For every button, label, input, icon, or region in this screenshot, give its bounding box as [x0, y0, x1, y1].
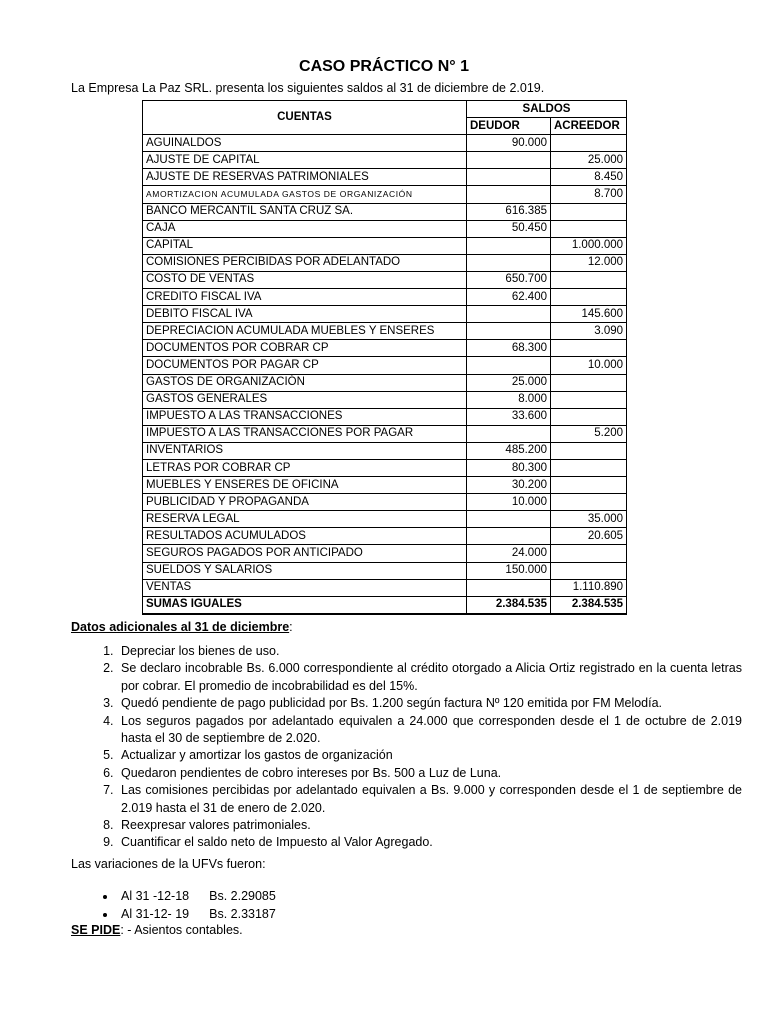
total-row	[143, 596, 627, 614]
list-item: 3. Quedó pendiente de pago publicidad por Bs. 1.200 según factura Nº 120 emitida por FM Melodía.	[117, 695, 742, 712]
acreedor-cell	[551, 374, 627, 391]
ufv-item	[117, 905, 276, 923]
cuenta-cell: IMPUESTO A LAS TRANSACCIONES POR PAGAR	[143, 425, 467, 442]
deudor-cell	[467, 306, 551, 323]
table-row	[143, 135, 627, 152]
cuenta-cell: CREDITO FISCAL IVA	[143, 289, 467, 306]
list-item: 8. Reexpresar valores patrimoniales.	[117, 817, 742, 834]
cuenta-cell: RESERVA LEGAL	[143, 511, 467, 528]
deudor-cell: 90.000	[467, 135, 551, 152]
deudor-cell	[467, 579, 551, 596]
table-row	[143, 425, 627, 442]
cuenta-cell: INVENTARIOS	[143, 442, 467, 459]
cuenta-cell: LETRAS POR COBRAR CP	[143, 459, 467, 476]
list-item: 5. Actualizar y amortizar los gastos de organización	[117, 747, 742, 764]
acreedor-cell: 12.000	[551, 254, 627, 271]
cuenta-cell: AGUINALDOS	[143, 135, 467, 152]
cuenta-cell: IMPUESTO A LAS TRANSACCIONES	[143, 408, 467, 425]
total-label: SUMAS IGUALES	[143, 596, 467, 614]
header-cuentas: CUENTAS	[143, 101, 467, 135]
list-item: 9. Cuantificar el saldo neto de Impuesto al Valor Agregado.	[117, 834, 742, 851]
table-row	[143, 528, 627, 545]
se-pide-text: : - Asientos contables.	[120, 923, 243, 937]
deudor-cell	[467, 186, 551, 203]
table-row	[143, 254, 627, 271]
cuenta-cell: SEGUROS PAGADOS POR ANTICIPADO	[143, 545, 467, 562]
cuenta-cell: CAPITAL	[143, 237, 467, 254]
deudor-cell	[467, 425, 551, 442]
acreedor-cell	[551, 220, 627, 237]
cuenta-cell: DEBITO FISCAL IVA	[143, 306, 467, 323]
cuenta-cell: MUEBLES Y ENSERES DE OFICINA	[143, 477, 467, 494]
deudor-cell: 8.000	[467, 391, 551, 408]
deudor-cell: 150.000	[467, 562, 551, 579]
acreedor-cell: 3.090	[551, 323, 627, 340]
deudor-cell: 68.300	[467, 340, 551, 357]
deudor-cell	[467, 528, 551, 545]
table-row	[143, 203, 627, 220]
acreedor-cell	[551, 562, 627, 579]
deudor-cell: 650.700	[467, 271, 551, 288]
table-row	[143, 169, 627, 186]
table-row	[143, 271, 627, 288]
cuenta-cell: GASTOS DE ORGANIZACIÓN	[143, 374, 467, 391]
cuenta-cell: AJUSTE DE CAPITAL	[143, 152, 467, 169]
deudor-cell: 616.385	[467, 203, 551, 220]
cuenta-cell: DEPRECIACION ACUMULADA MUEBLES Y ENSERES	[143, 323, 467, 340]
cuenta-cell: COMISIONES PERCIBIDAS POR ADELANTADO	[143, 254, 467, 271]
deudor-cell	[467, 169, 551, 186]
table-row	[143, 442, 627, 459]
acreedor-cell: 5.200	[551, 425, 627, 442]
acreedor-cell	[551, 477, 627, 494]
acreedor-cell: 145.600	[551, 306, 627, 323]
list-item: 4. Los seguros pagados por adelantado equivalen a 24.000 que corresponden desde el 1 de octubre de 2.019 hasta el 30 de septiembre de 2.020.	[117, 713, 742, 748]
acreedor-cell	[551, 289, 627, 306]
list-item: 7. Las comisiones percibidas por adelantado equivalen a Bs. 9.000 y corresponden desde el 1 de septiembre de 2.019 hasta el 31 de enero de 2.020.	[117, 782, 742, 817]
datos-adicionales-heading	[71, 620, 293, 634]
deudor-cell	[467, 323, 551, 340]
list-item: 1. Depreciar los bienes de uso.	[117, 643, 742, 660]
deudor-cell: 485.200	[467, 442, 551, 459]
cuenta-cell: CAJA	[143, 220, 467, 237]
deudor-cell: 10.000	[467, 494, 551, 511]
acreedor-cell: 20.605	[551, 528, 627, 545]
table-row	[143, 408, 627, 425]
acreedor-cell	[551, 340, 627, 357]
table-row	[143, 494, 627, 511]
deudor-cell	[467, 152, 551, 169]
se-pide	[71, 923, 243, 937]
variaciones-text: Las variaciones de la UFVs fueron:	[71, 857, 266, 871]
acreedor-cell: 10.000	[551, 357, 627, 374]
deudor-cell	[467, 357, 551, 374]
acreedor-cell	[551, 545, 627, 562]
cuenta-cell: VENTAS	[143, 579, 467, 596]
acreedor-cell: 1.110.890	[551, 579, 627, 596]
list-item: 6. Quedaron pendientes de cobro intereses por Bs. 500 a Luz de Luna.	[117, 765, 742, 782]
cuenta-cell: GASTOS GENERALES	[143, 391, 467, 408]
acreedor-cell: 25.000	[551, 152, 627, 169]
table-row	[143, 511, 627, 528]
cuenta-cell: BANCO MERCANTIL SANTA CRUZ SA.	[143, 203, 467, 220]
total-deudor: 2.384.535	[467, 596, 551, 614]
deudor-cell: 62.400	[467, 289, 551, 306]
table-row	[143, 186, 627, 203]
deudor-cell: 24.000	[467, 545, 551, 562]
deudor-cell: 50.450	[467, 220, 551, 237]
ufv-fecha: Al 31 -12-18	[121, 889, 190, 903]
deudor-cell: 30.200	[467, 477, 551, 494]
acreedor-cell	[551, 459, 627, 476]
cuenta-cell: RESULTADOS ACUMULADOS	[143, 528, 467, 545]
total-acreedor: 2.384.535	[551, 596, 627, 614]
ufv-fecha: Al 31-12- 19	[121, 907, 190, 921]
cuenta-cell: AMORTIZACION ACUMULADA GASTOS DE ORGANIZACIÓN	[143, 186, 467, 203]
table-row	[143, 289, 627, 306]
table-row	[143, 477, 627, 494]
cuenta-cell: DOCUMENTOS POR PAGAR CP	[143, 357, 467, 374]
deudor-cell	[467, 254, 551, 271]
acreedor-cell	[551, 203, 627, 220]
deudor-cell: 25.000	[467, 374, 551, 391]
acreedor-cell	[551, 271, 627, 288]
acreedor-cell: 35.000	[551, 511, 627, 528]
table-row	[143, 340, 627, 357]
table-row	[143, 237, 627, 254]
list-item: 2. Se declaro incobrable Bs. 6.000 correspondiente al crédito otorgado a Alicia Ortiz registrado en la cuenta letras por cobrar. El promedio de incobrabilidad es del 15%.	[117, 660, 742, 695]
table-row	[143, 374, 627, 391]
table-row	[143, 459, 627, 476]
cuenta-cell: PUBLICIDAD Y PROPAGANDA	[143, 494, 467, 511]
table-body	[143, 135, 627, 614]
table-row	[143, 357, 627, 374]
datos-list	[71, 643, 742, 852]
acreedor-cell: 1.000.000	[551, 237, 627, 254]
cuenta-cell: AJUSTE DE RESERVAS PATRIMONIALES	[143, 169, 467, 186]
ufv-item	[117, 887, 276, 905]
cuenta-cell: DOCUMENTOS POR COBRAR CP	[143, 340, 467, 357]
table-row	[143, 220, 627, 237]
deudor-cell: 80.300	[467, 459, 551, 476]
header-saldos: SALDOS	[467, 101, 627, 118]
acreedor-cell	[551, 442, 627, 459]
intro-text: La Empresa La Paz SRL. presenta los siguientes saldos al 31 de diciembre de 2.019.	[71, 81, 545, 95]
table-row	[143, 391, 627, 408]
table-row	[143, 323, 627, 340]
acreedor-cell: 8.700	[551, 186, 627, 203]
cuenta-cell: COSTO DE VENTAS	[143, 271, 467, 288]
header-acreedor: ACREEDOR	[551, 118, 627, 135]
table-row	[143, 562, 627, 579]
header-deudor: DEUDOR	[467, 118, 551, 135]
page-title: CASO PRÁCTICO N° 1	[299, 58, 469, 75]
table-row	[143, 579, 627, 596]
table-row	[143, 545, 627, 562]
acreedor-cell	[551, 494, 627, 511]
saldos-table	[142, 100, 627, 615]
deudor-cell	[467, 511, 551, 528]
acreedor-cell	[551, 135, 627, 152]
acreedor-cell: 8.450	[551, 169, 627, 186]
se-pide-label: SE PIDE	[71, 923, 121, 937]
cuenta-cell: SUELDOS Y SALARIOS	[143, 562, 467, 579]
ufv-valor: Bs. 2.29085	[209, 889, 276, 903]
ufv-valor: Bs. 2.33187	[209, 907, 276, 921]
deudor-cell: 33.600	[467, 408, 551, 425]
acreedor-cell	[551, 391, 627, 408]
datos-adicionales-colon: :	[289, 620, 293, 634]
datos-adicionales-label: Datos adicionales al 31 de diciembre	[71, 620, 290, 634]
acreedor-cell	[551, 408, 627, 425]
table-row	[143, 306, 627, 323]
ufv-list	[71, 887, 276, 923]
table-row	[143, 152, 627, 169]
deudor-cell	[467, 237, 551, 254]
